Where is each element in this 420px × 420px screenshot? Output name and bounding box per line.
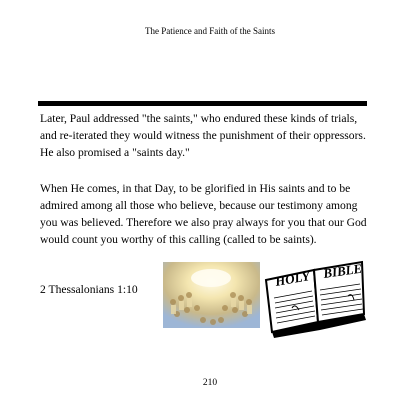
- paragraph-saints-trials: Later, Paul addressed "the saints," who endured these kinds of trials, and re-iterated they would witness the punishment of their oppressors. He also promised a "saints day.": [40, 112, 366, 159]
- running-header: The Patience and Faith of the Saints: [145, 26, 275, 36]
- section-divider: [38, 101, 367, 106]
- scripture-citation: 2 Thessalonians 1:10: [40, 283, 138, 296]
- page-number: 210: [202, 378, 218, 388]
- holy-bible-image: [262, 258, 368, 338]
- heavenly-crowd-image: [163, 262, 260, 328]
- bible-cover-left-text: HOLY: [273, 268, 311, 289]
- bible-cover-right-text: BIBLE: [322, 260, 364, 281]
- paragraph-scripture-quote: When He comes, in that Day, to be glorified in His saints and to be admired among all those who believe, because our testimony among you was believed. Therefore we also pray always for you that our God would count you worthy of this calling (called to be saints).: [40, 182, 367, 246]
